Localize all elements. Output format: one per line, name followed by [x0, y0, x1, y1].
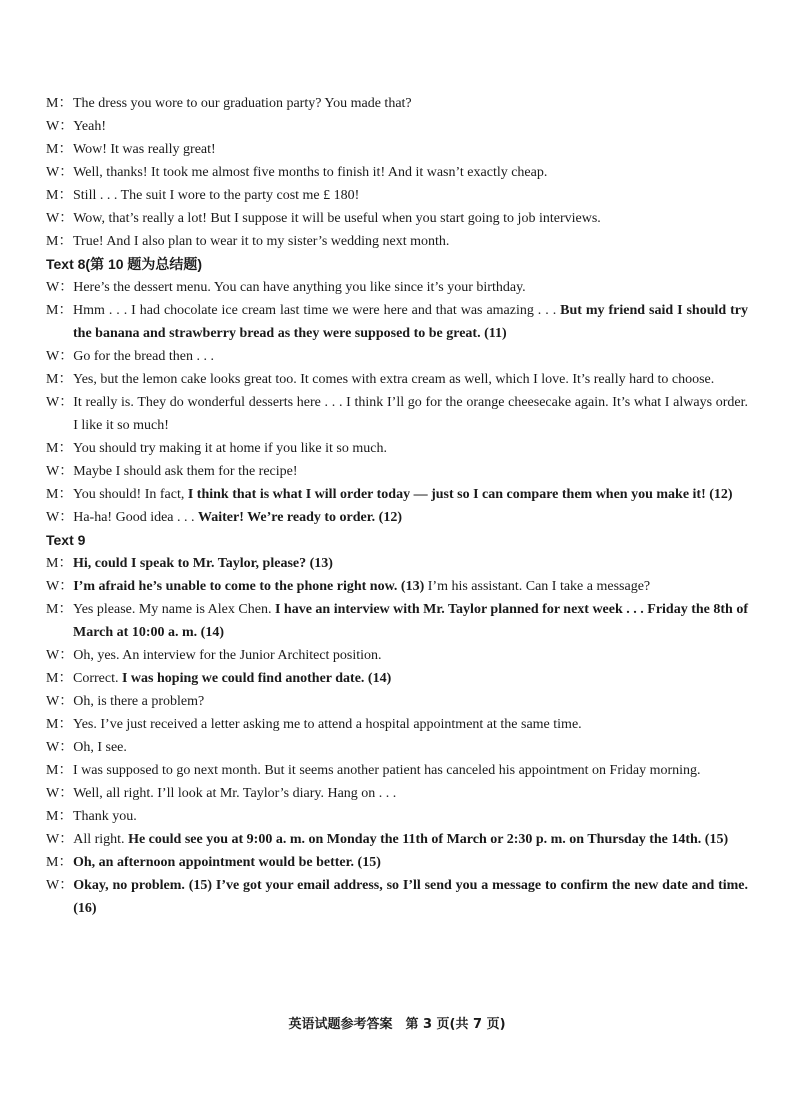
dialogue-text: [73, 690, 748, 713]
dialogue-text: [73, 598, 748, 644]
plain-text: Yes please. My name is Alex Chen.: [73, 602, 275, 617]
plain-text: The dress you wore to our graduation party? You made that?: [73, 96, 412, 111]
plain-text: Oh, is there a problem?: [73, 694, 205, 709]
dialogue-text: [73, 506, 748, 529]
speaker-label: M：: [46, 142, 73, 157]
speaker-label: M：: [46, 487, 73, 502]
dialogue-text: [73, 207, 748, 230]
speaker-label: M：: [46, 188, 73, 203]
dialogue-line: [46, 598, 748, 644]
plain-text: Yes, but the lemon cake looks great too. It comes with extra cream as well, which I love. It’s really hard to choose.: [73, 372, 715, 387]
answer-key-text: I’m afraid he’s unable to come to the phone right now. (13): [73, 579, 425, 594]
plain-text: Maybe I should ask them for the recipe!: [73, 464, 298, 479]
dialogue-line: [46, 828, 748, 851]
speaker-label: W：: [46, 648, 74, 663]
speaker-label: W：: [46, 832, 74, 847]
speaker-label: W：: [46, 349, 74, 364]
speaker-label: M：: [46, 303, 73, 318]
speaker-label: M：: [46, 96, 73, 111]
plain-text: Oh, I see.: [73, 740, 127, 755]
speaker-label: M：: [46, 234, 73, 249]
dialogue-line: [46, 460, 748, 483]
dialogue-line: [46, 690, 748, 713]
answer-key-text: I think that is what I will order today — just so I can compare them when you make it! (12): [187, 487, 733, 502]
dialogue-line: [46, 345, 748, 368]
dialogue-line: [46, 391, 748, 437]
dialogue-line: [46, 92, 748, 115]
plain-text: I was supposed to go next month. But it seems another patient has canceled his appointment on Friday morning.: [73, 763, 701, 778]
speaker-label: M：: [46, 855, 73, 870]
plain-text: All right.: [73, 832, 129, 847]
answer-key-text: I have an interview with Mr. Taylor planned for next week . . . Friday the 8th of March at 10:00 a. m. (14): [73, 602, 748, 640]
dialogue-text: [73, 437, 748, 460]
dialogue-line: [46, 437, 748, 460]
page-footer: 英语试题参考答案 第 3 页(共 7 页): [288, 1017, 506, 1032]
plain-text: Yes. I’ve just received a letter asking me to attend a hospital appointment at the same time.: [73, 717, 582, 732]
speaker-label: W：: [46, 694, 74, 709]
dialogue-line: [46, 506, 748, 529]
speaker-label: M：: [46, 809, 73, 824]
dialogue-text: [73, 575, 748, 598]
plain-text: Hmm . . . I had chocolate ice cream last time we were here and that was amazing . . .: [73, 303, 561, 318]
dialogue-text: [73, 874, 748, 920]
speaker-label: W：: [46, 740, 74, 755]
plain-text: Here’s the dessert menu. You can have anything you like since it’s your birthday.: [73, 280, 526, 295]
plain-text: You should! In fact,: [73, 487, 188, 502]
dialogue-text: [73, 782, 748, 805]
speaker-label: M：: [46, 717, 73, 732]
speaker-label: W：: [46, 165, 74, 180]
speaker-label: W：: [46, 211, 74, 226]
speaker-label: M：: [46, 602, 73, 617]
dialogue-text: [73, 736, 748, 759]
dialogue-line: [46, 483, 748, 506]
dialogue-line: [46, 207, 748, 230]
answer-key-text: Waiter! We’re ready to order. (12): [198, 510, 402, 525]
speaker-label: M：: [46, 556, 73, 571]
dialogue-line: [46, 736, 748, 759]
answer-key-text: But my friend said I should try the banana and strawberry bread as they were supposed to be great. (11): [73, 303, 748, 341]
plain-text: Still . . . The suit I wore to the party cost me £ 180!: [73, 188, 360, 203]
dialogue-line: [46, 713, 748, 736]
dialogue-text: [73, 230, 748, 253]
dialogue-text: [73, 92, 748, 115]
dialogue-line: [46, 276, 748, 299]
dialogue-text: [73, 851, 748, 874]
dialogue-line: [46, 115, 748, 138]
plain-text: Wow! It was really great!: [73, 142, 216, 157]
speaker-label: W：: [46, 280, 74, 295]
answer-key-text: Hi, could I speak to Mr. Taylor, please? (13): [73, 556, 333, 571]
section-heading: Text 9: [46, 532, 86, 548]
dialogue-line: [46, 138, 748, 161]
dialogue-line: [46, 667, 748, 690]
dialogue-text: [73, 828, 748, 851]
plain-text: It really is. They do wonderful desserts here . . . I think I’ll go for the orange cheesecake again. It’s what I always order. I like it so much!: [73, 395, 748, 433]
dialogue-line: [46, 230, 748, 253]
plain-text: Well, all right. I’ll look at Mr. Taylor’s diary. Hang on . . .: [73, 786, 397, 801]
speaker-label: M：: [46, 671, 73, 686]
dialogue-text: [73, 345, 748, 368]
dialogue-line: [46, 575, 748, 598]
plain-text: Oh, yes. An interview for the Junior Architect position.: [73, 648, 382, 663]
answer-key-text: Oh, an afternoon appointment would be better. (15): [73, 855, 381, 870]
dialogue-text: [73, 299, 748, 345]
answer-key-text: I was hoping we could find another date. (14): [121, 671, 392, 686]
document-body: [46, 92, 748, 920]
plain-text: True! And I also plan to wear it to my sister’s wedding next month.: [73, 234, 450, 249]
section-heading: Text 8(第 10 题为总结题): [46, 256, 203, 272]
dialogue-text: [73, 184, 748, 207]
dialogue-text: [73, 483, 748, 506]
speaker-label: W：: [46, 395, 74, 410]
dialogue-line: [46, 184, 748, 207]
speaker-label: M：: [46, 763, 73, 778]
dialogue-line: [46, 874, 748, 920]
dialogue-text: [73, 391, 748, 437]
dialogue-line: [46, 299, 748, 345]
dialogue-text: [73, 115, 748, 138]
dialogue-line: [46, 644, 748, 667]
plain-text: Well, thanks! It took me almost five months to finish it! And it wasn’t exactly cheap.: [73, 165, 548, 180]
answer-key-text: He could see you at 9:00 a. m. on Monday the 11th of March or 2:30 p. m. on Thursday the 14th. (15): [128, 832, 729, 847]
dialogue-line: [46, 759, 748, 782]
speaker-label: W：: [46, 510, 74, 525]
speaker-label: M：: [46, 372, 73, 387]
dialogue-text: [73, 713, 748, 736]
plain-text: Thank you.: [73, 809, 137, 824]
plain-text: Ha-ha! Good idea . . .: [73, 510, 199, 525]
dialogue-line: [46, 782, 748, 805]
plain-text: Correct.: [73, 671, 122, 686]
speaker-label: W：: [46, 878, 74, 893]
speaker-label: W：: [46, 579, 74, 594]
dialogue-text: [73, 759, 748, 782]
dialogue-line: [46, 552, 748, 575]
answer-key-text: Okay, no problem. (15) I’ve got your email address, so I’ll send you a message to confirm the new date and time. (16): [73, 878, 748, 916]
plain-text: Go for the bread then . . .: [73, 349, 214, 364]
dialogue-line: [46, 851, 748, 874]
dialogue-line: [46, 368, 748, 391]
plain-text: You should try making it at home if you like it so much.: [73, 441, 387, 456]
dialogue-text: [73, 138, 748, 161]
plain-text: Yeah!: [73, 119, 107, 134]
speaker-label: W：: [46, 786, 74, 801]
dialogue-text: [73, 368, 748, 391]
plain-text: I’m his assistant. Can I take a message?: [424, 579, 651, 594]
dialogue-text: [73, 667, 748, 690]
speaker-label: M：: [46, 441, 73, 456]
dialogue-text: [73, 460, 748, 483]
dialogue-text: [73, 276, 748, 299]
speaker-label: W：: [46, 119, 74, 134]
speaker-label: W：: [46, 464, 74, 479]
dialogue-text: [73, 805, 748, 828]
dialogue-text: [73, 644, 748, 667]
plain-text: Wow, that’s really a lot! But I suppose it will be useful when you start going to job interviews.: [73, 211, 601, 226]
dialogue-text: [73, 552, 748, 575]
dialogue-line: [46, 805, 748, 828]
dialogue-line: [46, 161, 748, 184]
dialogue-text: [73, 161, 748, 184]
